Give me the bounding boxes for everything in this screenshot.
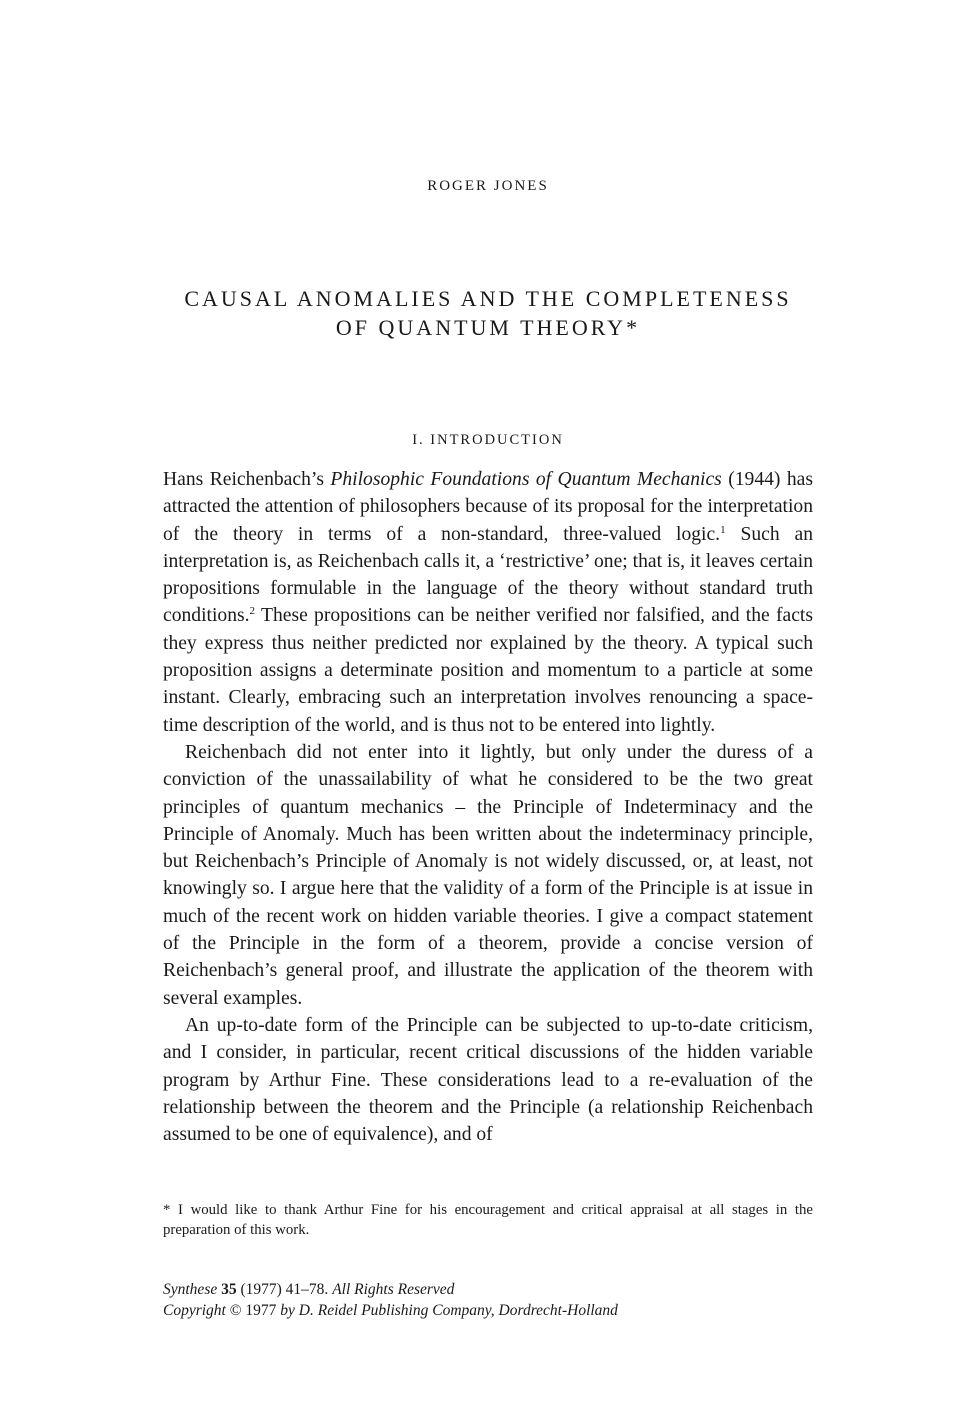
publisher: by D. Reidel Publishing Company, Dordrecht-Holland [276,1302,618,1319]
citation-line-2 [163,1300,813,1321]
footnote-ref-2: 2 [249,605,256,618]
copyright-label: Copyright [163,1302,226,1319]
year-pages: (1977) 41–78. [236,1281,333,1298]
title-line-2: OF QUANTUM THEORY* [335,315,641,340]
p1-book-title: Philosophic Foundations of Quantum Mechanics [330,469,722,490]
p1-text-b: Such an interpretation is, as Reichenbach calls it, a ‘restrictive’ one; that is, it leaves certain propositions formulable in the language of the theory without standard truth conditions. [163,523,813,627]
citation [163,1279,813,1321]
citation-line-1 [163,1279,813,1300]
copyright-year: 1977 [245,1302,277,1319]
paragraph-1 [163,466,813,739]
journal-name: Synthese [163,1281,218,1298]
paragraph-3: An up-to-date form of the Principle can be subjected to up-to-date criticism, and I consider, in particular, recent critical discussions of the hidden variable program by Arthur Fine. These considerations lead to a re-evaluation of the relationship between the theorem and the Principle (a relationship Reichenbach assumed to be one of equivalence), and of [163,1014,813,1146]
section-heading: I. INTRODUCTION [412,432,564,448]
footnote-text: * I would like to thank Arthur Fine for his encouragement and critical appraisal at all stages in the preparation of this work. [163,1202,813,1238]
paragraph-2: Reichenbach did not enter into it lightly, but only under the duress of a conviction of the unassailability of what he considered to be the two great principles of quantum mechanics – the Principle of Indeterminacy and the Principle of Anomaly. Much has been written about the indeterminacy principle, but Reichenbach’s Principle of Anomaly is not widely discussed, or, at least, not knowingly so. I argue here that the validity of a form of the Principle is at issue in much of the recent work on hidden variable theories. I give a compact statement of the Principle in the form of a theorem, provide a concise version of Reichenbach’s general proof, and illustrate the application of the theorem with several examples. [163,741,813,1009]
p1-book-author: Hans Reichenbach’s [163,469,331,490]
author-name: ROGER JONES [427,178,549,194]
p1-text-a: (1944) has attracted the attention of philosophers because of its proposal for the interpretation of the theory in terms of a non-standard, three-valued logic. [163,469,813,545]
body-text [163,466,813,1148]
title-line-1: CAUSAL ANOMALIES AND THE COMPLETENESS [184,286,792,311]
paper-title [163,284,813,342]
p1-text-c: These propositions can be neither verified nor falsified, and the facts they express thus neither predicted nor explained by the theory. A typical such proposition assigns a determinate position and momentum to a particle at some instant. Clearly, embracing such an interpretation involves renouncing a space-time description of the world, and is thus not to be entered into lightly. [163,605,813,736]
footnote-ref-1: 1 [720,523,726,536]
journal-volume: 35 [221,1281,237,1298]
copyright-symbol: © [225,1302,246,1319]
footnote [163,1200,813,1240]
rights-statement: All Rights Reserved [332,1281,455,1298]
